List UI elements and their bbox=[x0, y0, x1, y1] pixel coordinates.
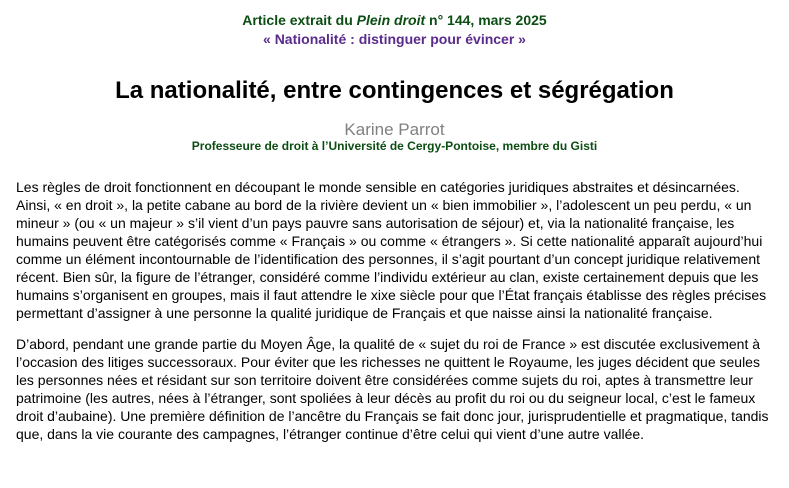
paragraph: Les règles de droit fonctionnent en découpant le monde sensible en catégories juridiques abstraites et désincarnées. Ainsi, « en droit », la petite cabane au bord de la rivière devient un « bien immobilier », l’adolescent un peu perdu, « un mineur » (ou « un majeur » s’il vient d’un pays pauvre sans autorisation de séjour) et, via la nationalité française, les humains peuvent être catégorisés comme « Français » ou comme « étrangers ». Si cette nationalité apparaît aujourd’hui comme un élément incontournable de l’identification des personnes, il s’agit pourtant d’un concept juridique relativement récent. Bien sûr, la figure de l’étranger, considéré comme l’individu extérieur au clan, existe certainement depuis que les humains s’organisent en groupes, mais il faut attendre le xixe siècle pour que l’État français établisse des règles précises permettant d’assigner à une personne la qualité juridique de Français et que naisse ainsi la nationalité française. bbox=[16, 179, 767, 321]
issue-info: n° 144, mars 2025 bbox=[425, 12, 547, 28]
dossier-title[interactable]: « Nationalité : distinguer pour évincer » bbox=[263, 31, 526, 47]
article-title: La nationalité, entre contingences et ségrégation bbox=[115, 77, 674, 104]
article-header bbox=[0, 11, 789, 49]
article-body bbox=[16, 178, 774, 456]
source-prefix: Article extrait du bbox=[242, 12, 357, 28]
source-line bbox=[0, 11, 789, 30]
author-affiliation: Professeure de droit à l’Université de Cergy-Pontoise, membre du Gisti bbox=[191, 139, 598, 153]
journal-name[interactable]: Plein droit bbox=[356, 12, 426, 28]
author-name: Karine Parrot bbox=[344, 120, 445, 139]
paragraph: D’abord, pendant une grande partie du Moyen Âge, la qualité de « sujet du roi de France » est discutée exclusivement à l’occasion des litiges successoraux. Pour éviter que les richesses ne quittent le Royaume, les juges décident que seules les personnes nées et résidant sur son territoire doivent être considérées comme sujets du roi, aptes à transmettre leur patrimoine (les autres, nées à l’étranger, sont spoliées à leur décès au profit du roi ou du seigneur local, c’est le fameux droit d’aubaine). Une première définition de l’ancêtre du Français se fait donc jour, jurisprudentielle et pragmatique, tandis que, dans la vie courante des campagnes, l’étranger continue d’être celui qui vient d’une autre vallée. bbox=[16, 336, 769, 442]
